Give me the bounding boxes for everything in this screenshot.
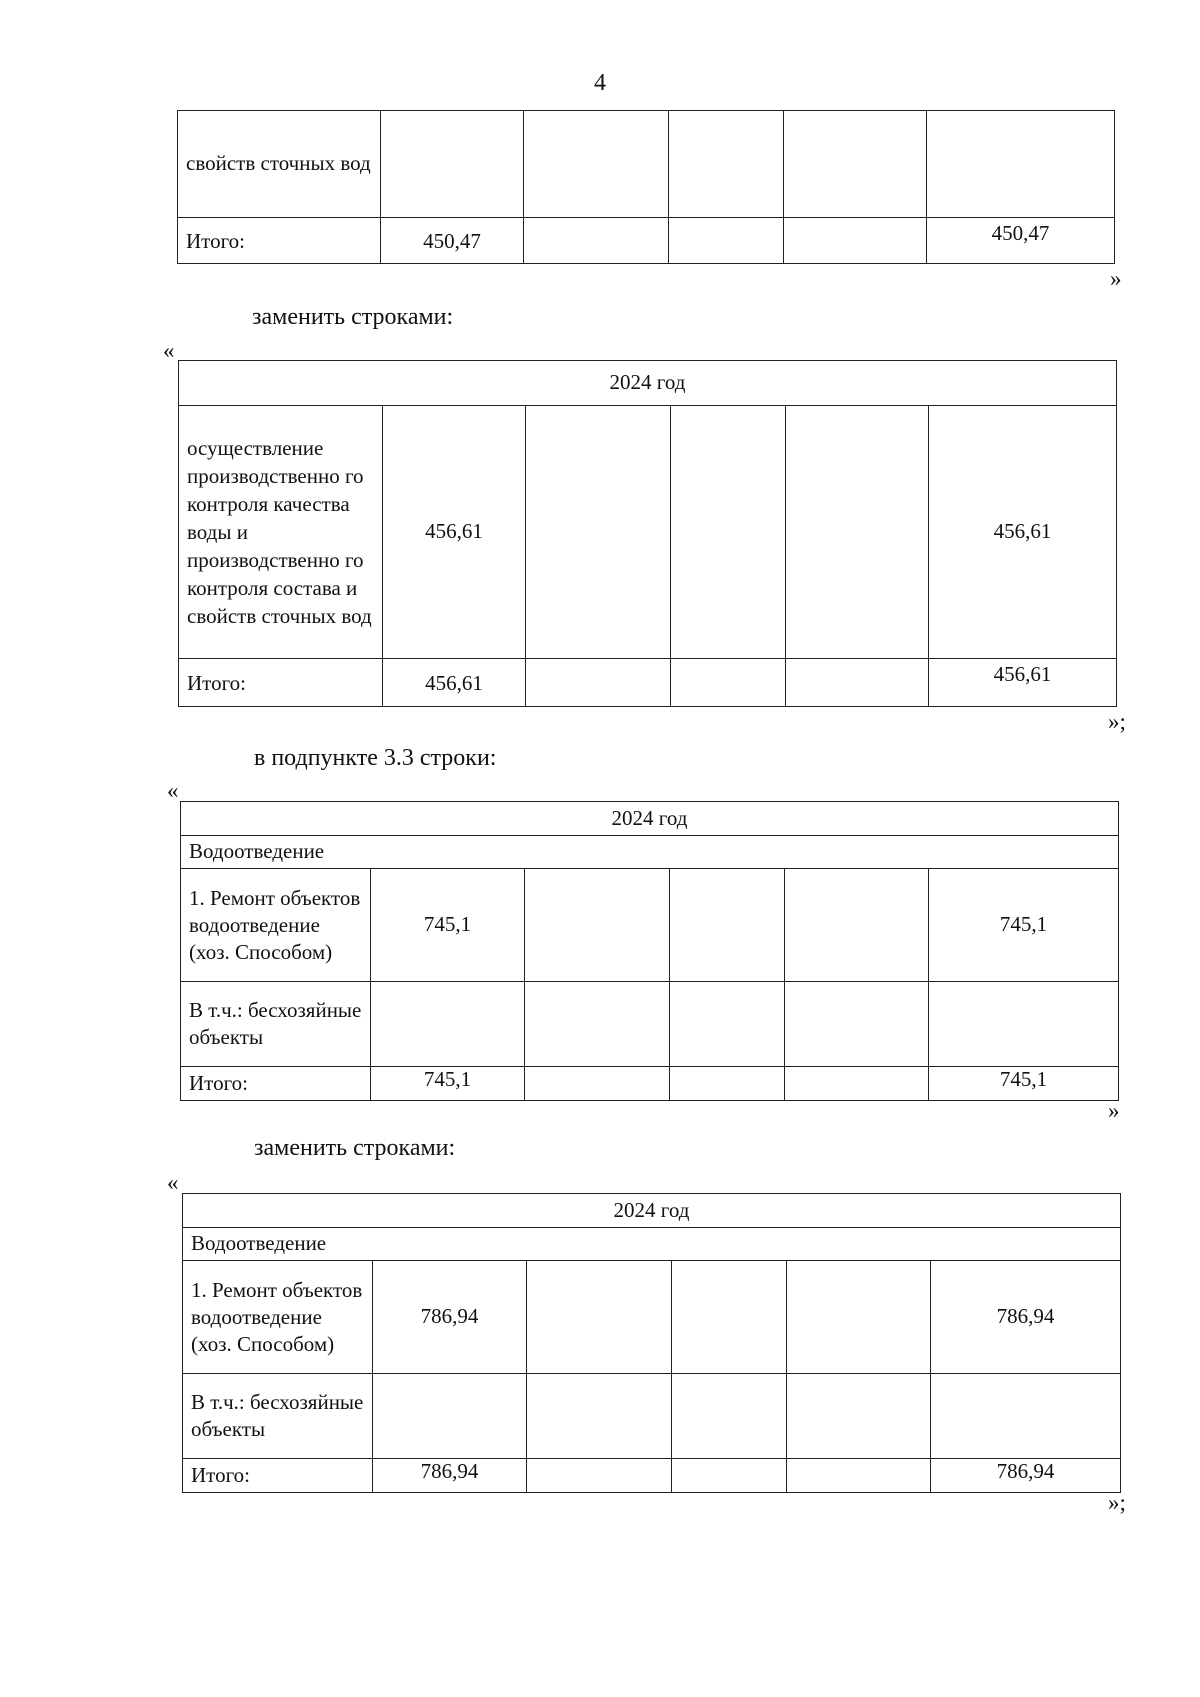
close-quote: »; — [1108, 1490, 1126, 1515]
section-title: Водоотведение — [181, 836, 1119, 869]
table-row — [181, 869, 1119, 982]
year-header: 2024 год — [183, 1194, 1121, 1228]
total-value: 456,61 — [383, 659, 526, 707]
table-row — [183, 1374, 1121, 1459]
open-quote: « — [167, 1170, 179, 1195]
heading-replace: заменить строками: — [254, 1135, 456, 1161]
section-row — [183, 1228, 1121, 1261]
total-label: Итого: — [178, 218, 381, 264]
cell-value: 456,61 — [929, 406, 1117, 659]
cell-value: 745,1 — [929, 869, 1119, 982]
table-row — [178, 111, 1115, 218]
cell-value: 456,61 — [383, 406, 526, 659]
year-row — [179, 361, 1117, 406]
total-value: 745,1 — [371, 1067, 525, 1101]
table-old-production-control — [177, 110, 1115, 264]
total-row — [181, 1067, 1119, 1101]
close-quote: » — [1110, 266, 1122, 291]
table-new-production-control — [178, 360, 1117, 707]
section-row — [181, 836, 1119, 869]
total-label: Итого: — [183, 1459, 373, 1493]
year-header: 2024 год — [181, 802, 1119, 836]
total-value: 450,47 — [927, 218, 1115, 264]
close-quote: » — [1108, 1098, 1120, 1123]
row-label: 1. Ремонт объектов водоотведение (хоз. Способом) — [183, 1261, 373, 1374]
cell-value: 786,94 — [931, 1261, 1121, 1374]
table-row — [179, 406, 1117, 659]
table-new-wastewater — [182, 1193, 1121, 1493]
row-label: свойств сточных вод — [178, 111, 381, 218]
year-row — [181, 802, 1119, 836]
total-value: 745,1 — [929, 1067, 1119, 1101]
table-old-wastewater — [180, 801, 1119, 1101]
total-label: Итого: — [179, 659, 383, 707]
open-quote: « — [163, 338, 175, 363]
cell-value: 745,1 — [371, 869, 525, 982]
cell-value: 786,94 — [373, 1261, 527, 1374]
year-header: 2024 год — [179, 361, 1117, 406]
open-quote: « — [167, 778, 179, 803]
row-label: 1. Ремонт объектов водоотведение (хоз. Способом) — [181, 869, 371, 982]
page-number: 4 — [594, 70, 606, 96]
section-title: Водоотведение — [183, 1228, 1121, 1261]
total-value: 450,47 — [381, 218, 524, 264]
year-row — [183, 1194, 1121, 1228]
total-label: Итого: — [181, 1067, 371, 1101]
table-row — [181, 982, 1119, 1067]
total-value: 456,61 — [929, 659, 1117, 707]
total-row — [183, 1459, 1121, 1493]
heading-subpoint: в подпункте 3.3 строки: — [254, 745, 497, 771]
table-row — [183, 1261, 1121, 1374]
row-label: В т.ч.: бесхозяйные объекты — [183, 1374, 373, 1459]
total-row — [178, 218, 1115, 264]
heading-replace: заменить строками: — [252, 304, 454, 330]
total-value: 786,94 — [931, 1459, 1121, 1493]
close-quote: »; — [1108, 709, 1126, 734]
row-label: осуществление производственно го контроля качества воды и производственно го контроля состава и свойств сточных вод — [179, 406, 383, 659]
total-row — [179, 659, 1117, 707]
total-value: 786,94 — [373, 1459, 527, 1493]
row-label: В т.ч.: бесхозяйные объекты — [181, 982, 371, 1067]
